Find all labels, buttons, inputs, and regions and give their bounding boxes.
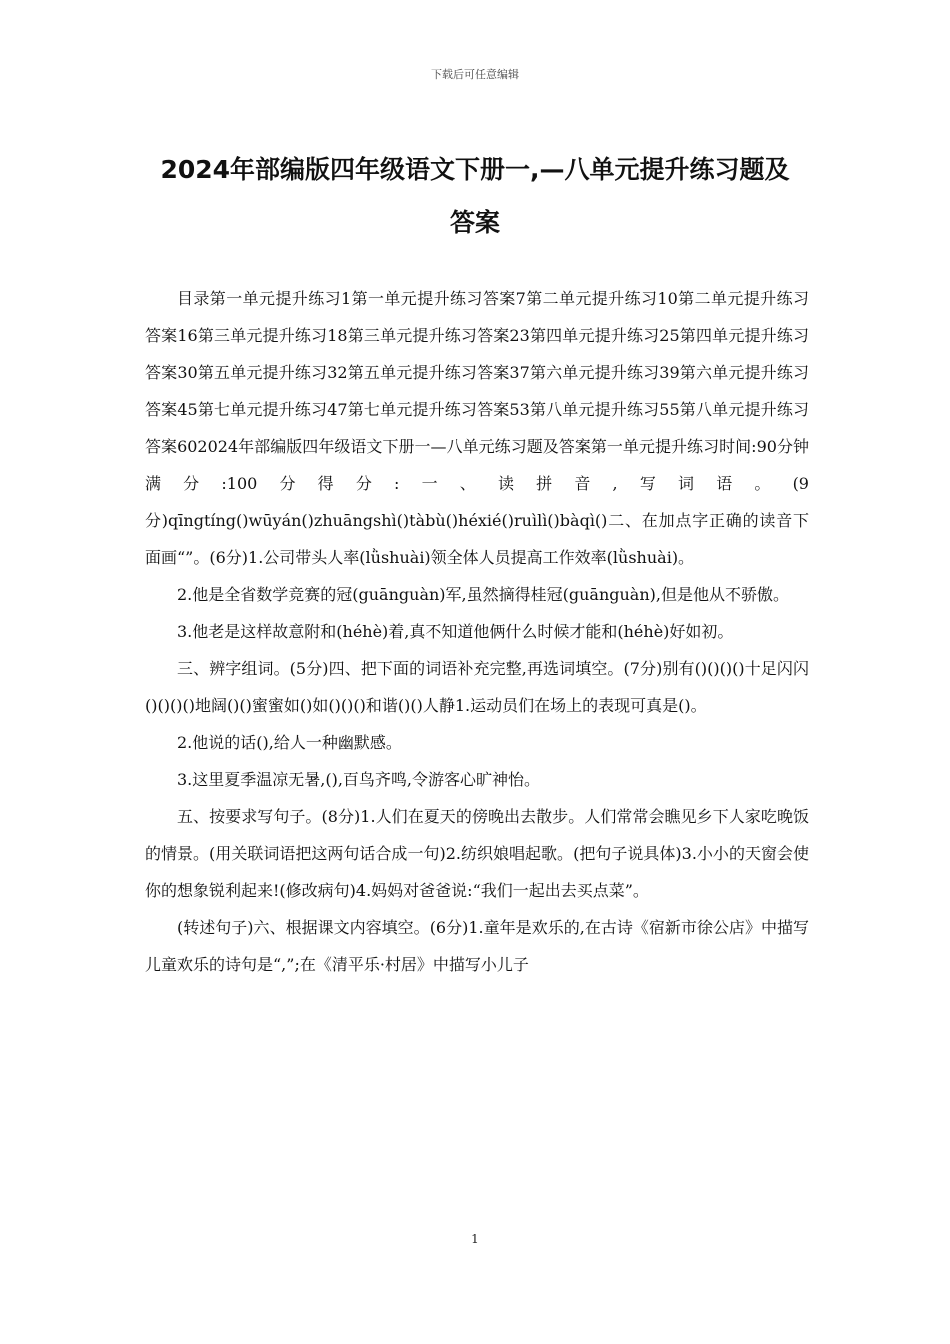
paragraph: 三、辨字组词。(5分)四、把下面的词语补充完整,再选词填空。(7分)别有()()()()十足闪闪()()()()地阔()()蜜蜜如()如()()()和谐()()人静1.运动员们在场上的表现可真是()。: [145, 659, 809, 715]
page-header: 下载后可任意编辑: [431, 68, 519, 81]
paragraph: 五、按要求写句子。(8分)1.人们在夏天的傍晚出去散步。人们常常会瞧见乡下人家吃晚饭的情景。(用关联词语把这两句话合成一句)2.纺织娘唱起歌。(把句子说具体)3.小小的天窗会使你的想象锐利起来!(修改病句)4.妈妈对爸爸说:“我们一起出去买点菜”。: [145, 807, 809, 900]
document-title-line-1: 2024年部编版四年级语文下册一,—八单元提升练习题及: [160, 155, 790, 184]
paragraph: 3.他老是这样故意附和(héhè)着,真不知道他俩什么时候才能和(héhè)好如初。: [177, 622, 734, 641]
document-title-line-2: 答案: [449, 208, 500, 237]
paragraph: (转述句子)六、根据课文内容填空。(6分)1.童年是欢乐的,在古诗《宿新市徐公店》中描写儿童欢乐的诗句是“,”;在《清平乐·村居》中描写小儿子: [145, 918, 809, 974]
paragraph: 目录第一单元提升练习1第一单元提升练习答案7第二单元提升练习10第二单元提升练习答案16第三单元提升练习18第三单元提升练习答案23第四单元提升练习25第四单元提升练习答案30第五单元提升练习32第五单元提升练习答案37第六单元提升练习39第六单元提升练习答案45第七单元提升练习47第七单元提升练习答案53第八单元提升练习55第八单元提升练习答案602024年部编版四年级语文下册一—八单元练习题及答案第一单元提升练习时间:90分钟满分:100分得分:一、读拼音,写词语。(9分)qīngtíng()wūyán()zhuāngshì()tàbù()héxié()ruìlì()bàqì()二、在加点字正确的读音下面画“”。(6分)1.公司带头人率(lǜshuài)领全体人员提高工作效率(lǜshuài)。: [145, 289, 809, 567]
paragraph: 3.这里夏季温凉无暑,(),百鸟齐鸣,令游客心旷神怡。: [177, 770, 541, 789]
document-body: [145, 280, 809, 983]
page-number: 1: [471, 1232, 479, 1246]
paragraph: 2.他说的话(),给人一种幽默感。: [177, 733, 402, 752]
paragraph: 2.他是全省数学竞赛的冠(guānguàn)军,虽然摘得桂冠(guānguàn),但是他从不骄傲。: [177, 585, 789, 604]
